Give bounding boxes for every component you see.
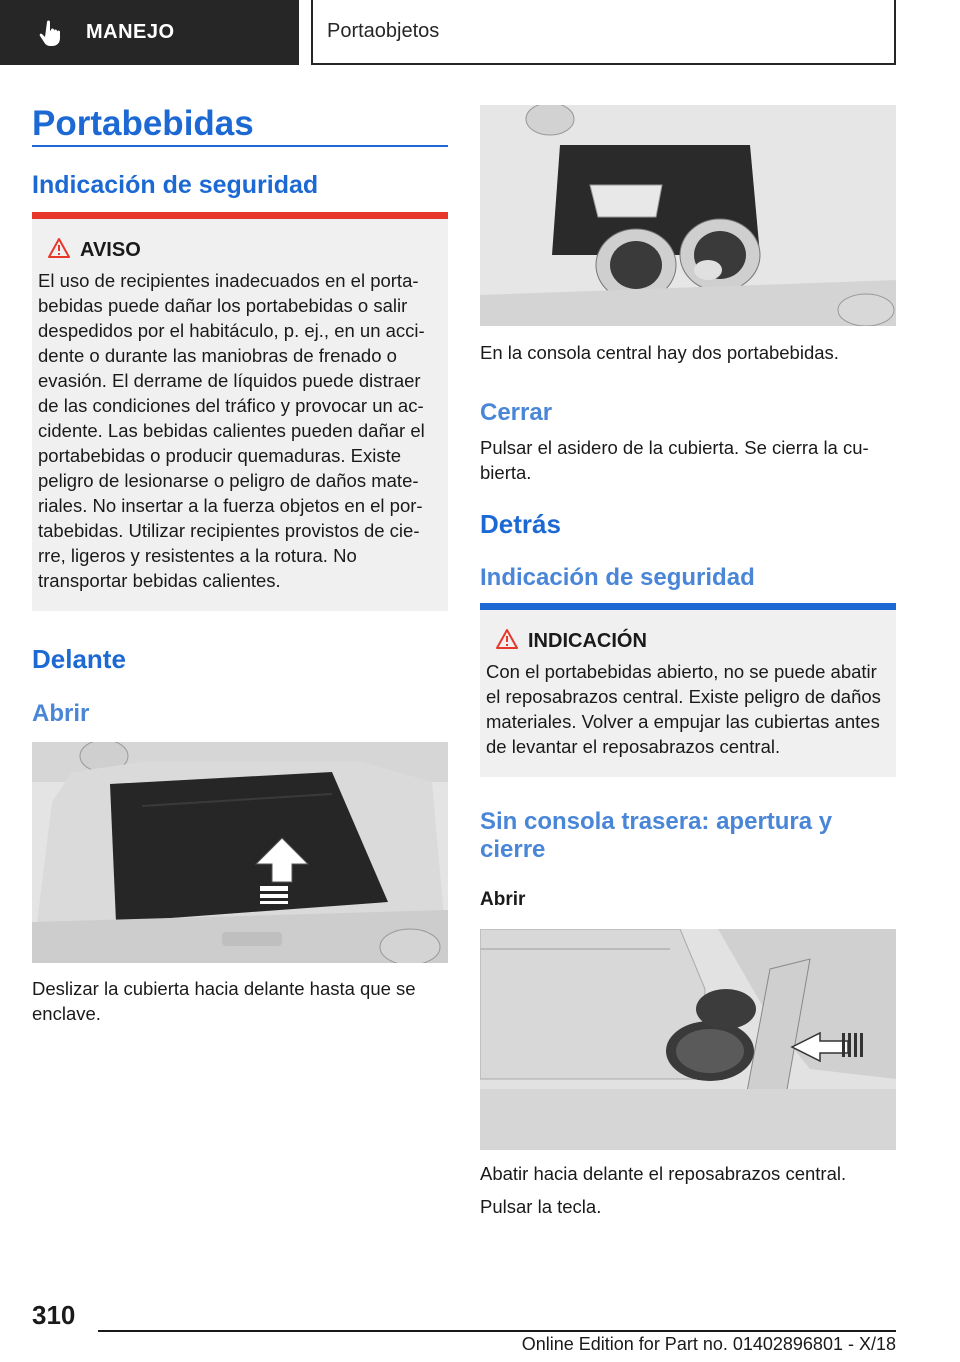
armrest-image	[480, 929, 896, 1150]
notice-text: Con el portabebidas abierto, no se puede abatir el reposabrazos central. Existe peligro de daños materiales. Volver a empujar las cubiertas antes de levantar el reposabrazos central.	[486, 661, 881, 757]
hand-pointer-icon	[38, 19, 66, 47]
front-heading: Delante	[32, 644, 126, 674]
open-label: Abrir	[480, 889, 526, 910]
open-instruction: Deslizar la cubierta hacia delante hasta que se enclave.	[32, 978, 416, 1024]
no-console-heading: Sin consola trasera: apertura y cierre	[480, 808, 833, 863]
armrest-illustration	[480, 929, 896, 1150]
page-number: 310	[32, 1300, 76, 1330]
section-tab[interactable]	[0, 0, 299, 65]
warning-box	[32, 212, 448, 611]
warning-triangle-icon	[47, 237, 71, 259]
footer-rule	[98, 1330, 896, 1332]
cupholders-caption: En la consola central hay dos portabebidas.	[480, 342, 839, 363]
rear-heading: Detrás	[480, 509, 561, 539]
warning-title: AVISO	[80, 239, 141, 261]
topic-title: Portaobjetos	[327, 20, 440, 42]
title-rule	[32, 145, 448, 147]
close-instruction: Pulsar el asidero de la cubierta. Se cierra la cu-bierta.	[480, 437, 869, 483]
warning-bar	[32, 212, 448, 219]
cover-slide-image	[32, 742, 448, 963]
console-cover-illustration	[32, 742, 448, 963]
warning-text: El uso de recipientes inadecuados en el porta-bebidas puede dañar los portabebidas o salir despedidos por el habitáculo, p. ej., en un acci-dente o durante las maniobras de frenado o evasión. El derrame de líquidos puede distraer de las condiciones del tráfico y provocar un ac-cidente. Las bebidas calientes pueden dañar el portabebidas o producir quemaduras. Existe peligro de lesionarse o peligro de daños mate-riales. No insertar a la fuerza objetos en el por-tabebidas. Utilizar recipientes provistos de cie-rre, ligeros y resistentes a la rotura. No transportar bebidas calientes.	[38, 270, 425, 591]
notice-title: INDICACIÓN	[528, 630, 647, 652]
step-2: Pulsar la tecla.	[480, 1196, 602, 1217]
open-heading: Abrir	[32, 700, 90, 727]
close-heading: Cerrar	[480, 399, 553, 426]
cupholders-illustration	[480, 105, 896, 326]
step-1: Abatir hacia delante el reposabrazos central.	[480, 1163, 847, 1184]
notice-box	[480, 603, 896, 777]
topic-header	[311, 0, 896, 65]
notice-bar	[480, 603, 896, 610]
page-title: Portabebidas	[32, 104, 254, 143]
section-title: MANEJO	[86, 21, 175, 43]
rear-safety-heading: Indicación de seguridad	[480, 564, 755, 591]
cupholders-image	[480, 105, 896, 326]
warning-triangle-icon	[495, 628, 519, 650]
safety-heading: Indicación de seguridad	[32, 171, 319, 199]
footer-edition: Online Edition for Part no. 01402896801 - X/18	[521, 1334, 896, 1354]
